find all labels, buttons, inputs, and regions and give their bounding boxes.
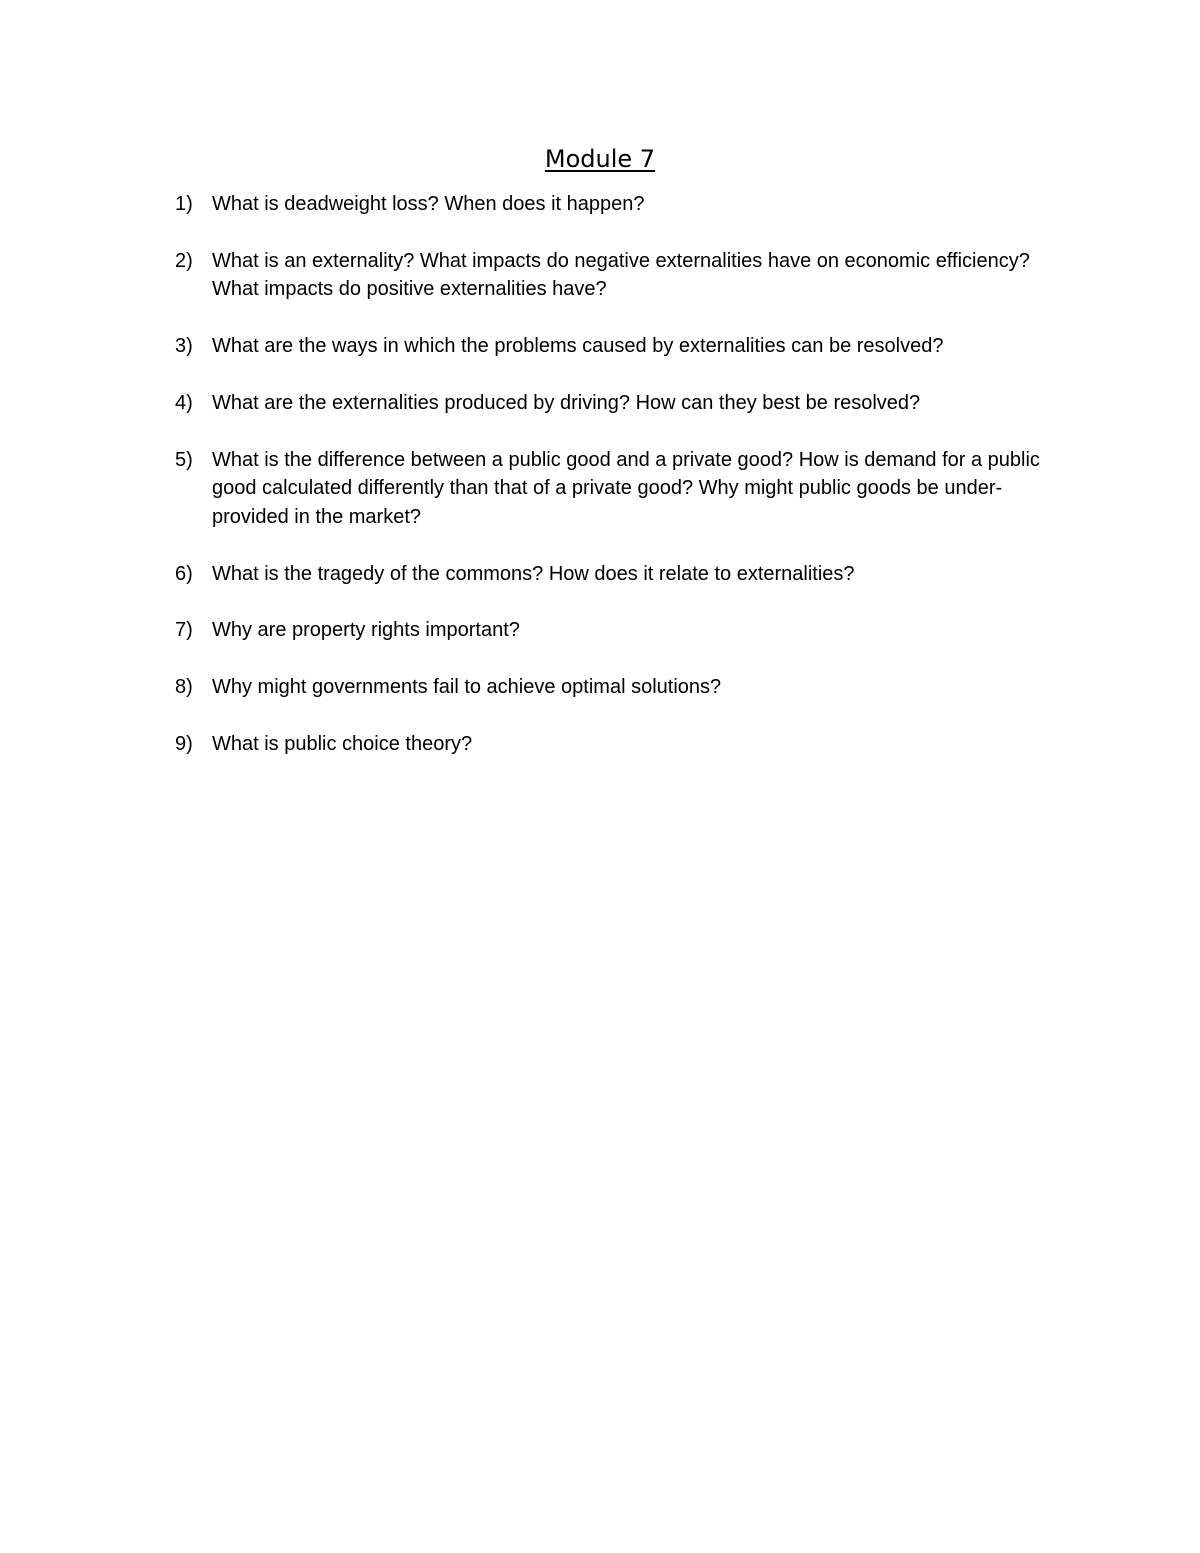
question-number: 4): [175, 391, 193, 414]
question-number: 3): [175, 335, 193, 358]
question-number: 9): [175, 732, 193, 755]
question-item: [175, 616, 1075, 645]
question-number: 5): [175, 448, 193, 471]
question-text: What is deadweight loss? When does it happen?: [212, 193, 645, 215]
question-item: [175, 446, 1075, 532]
question-item: [175, 730, 1075, 759]
question-item: [175, 673, 1075, 702]
question-text: Why might governments fail to achieve optimal solutions?: [212, 676, 722, 699]
question-text: What is the difference between a public good and a private good? How is demand for a public good calculated differently than that of a private good? Why might public goods be under-provided in the market?: [212, 448, 1040, 528]
question-text: What is the tragedy of the commons? How does it relate to externalities?: [212, 562, 855, 585]
question-list: [175, 190, 1075, 786]
question-number: 8): [175, 676, 193, 699]
question-text: Why are property rights important?: [212, 619, 520, 642]
question-number: 1): [175, 193, 193, 215]
question-item: [175, 332, 1075, 361]
question-text: What are the ways in which the problems caused by externalities can be resolved?: [212, 335, 944, 358]
question-item: [175, 389, 1075, 418]
question-text: What is public choice theory?: [212, 732, 473, 755]
question-number: 6): [175, 562, 193, 585]
question-item: [175, 247, 1075, 304]
question-text: What is an externality? What impacts do negative externalities have on economic efficiency? What impacts do positive externalities have?: [212, 249, 1030, 301]
question-number: 2): [175, 249, 193, 272]
document-title: Module 7: [544, 145, 656, 173]
question-text: What are the externalities produced by driving? How can they best be resolved?: [212, 391, 921, 414]
question-item: [175, 560, 1075, 589]
question-item: [175, 190, 1075, 219]
question-number: 7): [175, 619, 193, 642]
